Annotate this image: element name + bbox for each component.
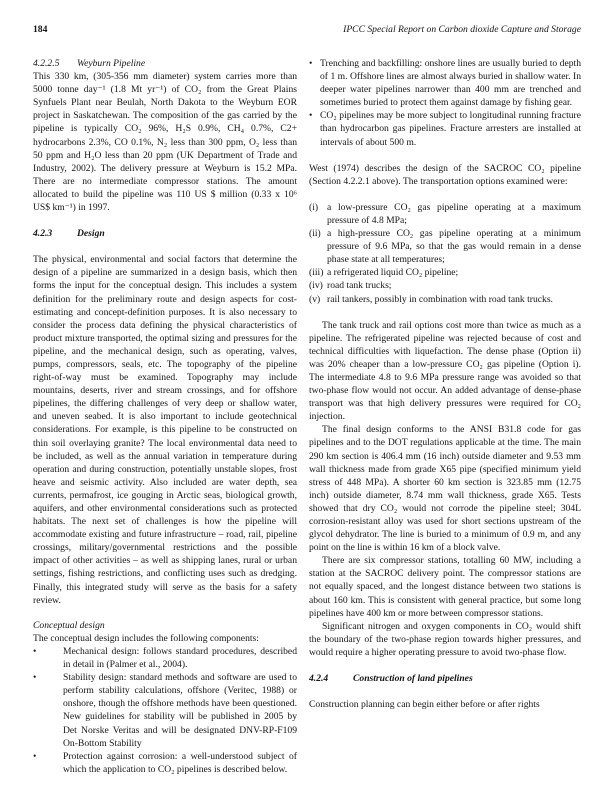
list-item: [309, 201, 581, 227]
right-column: [309, 57, 581, 776]
page-number: 184: [33, 24, 48, 35]
list-item: [33, 645, 297, 671]
option-text-road-tank-trucks: road tank trucks;: [327, 280, 392, 292]
list-item: [309, 279, 581, 292]
spacer: [309, 659, 581, 672]
section-title: Weyburn Pipeline: [77, 58, 146, 69]
heading-conceptual-design: Conceptual design: [33, 619, 105, 631]
paragraph-weyburn: This 330 km, (305-356 mm diameter) system carries more than 5000 tonne day⁻¹ (1.8 Mt yr⁻¹) of CO₂ from the Great Plains Synfuels Plant near Beulah, North Dakota to the Weyburn EOR project in Saskatchewan. The composition of the gas carried by the pipeline is typically CO₂ 96%, H₂S 0.9%, CH₄ 0.7%, C2+ hydrocarbons 2.3%, CO 0.1%, N₂ less than 300 ppm, O₂ less than 50 ppm and H₂O less than 20 ppm (UK Department of Trade and Industry, 2002). The delivery pressure at Weyburn is 15.2 MPa. There are no intermediate compressor stations. The amount allocated to build the pipeline was 110 US $ million (0.33 x 10⁶ US$ km⁻¹) in 1997.: [33, 71, 297, 214]
list-item: [309, 57, 581, 109]
paragraph-final-design: The final design conforms to the ANSI B31.8 code for gas pipelines and to the DOT regulations applicable at the time. The main 290 km section is 406.4 mm (16 inch) outside diameter and 9.53 mm wall thickness made from grade X65 pipe (specified minimum yield stress of 448 MPa). A shorter 60 km section is 323.85 mm (12.75 inch) outside diameter, 8.74 mm wall thickness, grade X65. Tests showed that dry CO₂ would not corrode the pipeline steel; 304L corrosion-resistant alloy was used for short sections upstream of the glycol dehydrator. The line is buried to a minimum of 0.9 m, and any point on the line is within 16 km of a block valve.: [309, 424, 581, 554]
heading-construction-land-pipelines: [309, 672, 581, 685]
bullet-marker: •: [33, 645, 37, 657]
bullet-text-corrosion-protection: Protection against corrosion: a well-understood subject of which the application to CO₂ pipelines is described below.: [63, 750, 297, 775]
spacer: [309, 685, 581, 698]
spacer: [309, 149, 581, 162]
spacer: [33, 607, 297, 619]
roman-numeral-marker: (v): [309, 293, 321, 305]
running-title: IPCC Special Report on Carbon dioxide Capture and Storage: [343, 24, 581, 35]
paragraph-sacroc-intro: West (1974) describes the design of the SACROC CO₂ pipeline (Section 4.2.2.1 above). The transportation options examined were:: [309, 162, 581, 187]
paragraph-conceptual-intro: The conceptual design includes the following components:: [33, 632, 259, 644]
roman-numeral-marker: (ii): [309, 228, 321, 240]
option-text-refrigerated: a refrigerated liquid CO₂ pipeline;: [327, 267, 459, 279]
bullet-marker: •: [309, 110, 313, 122]
list-item: [309, 227, 581, 266]
two-column-body: [33, 57, 581, 776]
bullet-text-fracture: CO₂ pipelines may be more subject to longitudinal running fracture than hydrocarbon gas pipelines. Fracture arresters are installed at intervals of about 500 m.: [320, 110, 581, 148]
option-text-high-pressure: a high-pressure CO₂ gas pipeline operating at a minimum pressure of 9.6 MPa, so that the gas would remain in a dense phase state at all temperatures;: [327, 228, 581, 266]
section-number: 4.2.3: [33, 228, 53, 240]
paragraph-cost-comparison: The tank truck and rail options cost more than twice as much as a pipeline. The refrigerated pipeline was rejected because of cost and technical difficulties with liquefaction. The dense phase (Option ii) was 20% cheaper than a low-pressure CO₂ gas pipeline (Option i). The intermediate 4.8 to 9.6 MPa pressure range was avoided so that two-phase flow would not occur. An added advantage of dense-phase transport was that high delivery pressures were required for CO₂ injection.: [309, 319, 581, 423]
bullet-text-trenching: Trenching and backfilling: onshore lines are usually buried to depth of 1 m. Offshore lines are almost always buried in shallow water. In deeper water pipelines narrower than 400 mm are trenched and sometimes buried to protect them against damage by fishing gear.: [320, 58, 581, 109]
section-title: Construction of land pipelines: [353, 673, 473, 685]
list-item: [33, 671, 297, 750]
heading-weyburn-pipeline: [33, 57, 297, 70]
list-item: [33, 750, 297, 776]
paragraph-construction-planning: Construction planning can begin either before or after rights: [309, 699, 540, 711]
spacer: [309, 306, 581, 319]
spacer: [309, 188, 581, 201]
list-item: [309, 293, 581, 306]
spacer: [33, 214, 297, 227]
page-header: [33, 24, 581, 35]
bullet-marker: •: [33, 672, 37, 684]
section-number: 4.2.4: [309, 673, 329, 685]
spacer: [33, 240, 297, 253]
roman-numeral-marker: (i): [309, 201, 319, 213]
option-text-low-pressure: a low-pressure CO₂ gas pipeline operating at a maximum pressure of 4.8 MPa;: [327, 201, 581, 226]
paragraph-compressor-stations: There are six compressor stations, totalling 60 MW, including a station at the SACROC delivery point. The compressor stations are not equally spaced, and the longest distance between two stations is about 160 km. This is consistent with general practice, but some long pipelines have 400 km or more between compressor stations.: [309, 555, 581, 619]
list-item: [309, 266, 581, 279]
heading-design: [33, 227, 297, 240]
section-number: 4.2.2.5: [33, 58, 60, 69]
roman-numeral-marker: (iv): [309, 280, 323, 292]
paragraph-design-basis: The physical, environmental and social factors that determine the design of a pipeline are summarized in a design basis, which then forms the input for the conceptual design. This includes a system definition for the preliminary route and design aspects for cost-estimating and concept-definition purposes. It is also necessary to consider the process data defining the physical characteristics of product mixture transported, the optimal sizing and pressures for the pipeline, and the mechanical design, such as operating, valves, pumps, compressors, seals, etc. The topography of the pipeline right-of-way must be examined. Topography may include mountains, deserts, river and stream crossings, and for offshore pipelines, the differing challenges of very deep or shallow water, and uneven seabed. It is also important to include geotechnical considerations. For example, is this pipeline to be constructed on thin soil overlaying granite? The local environmental data need to be included, as well as the annual variation in temperature during operation and during construction, potentially unstable slopes, frost heave and seismic activity. Also included are water depth, sea currents, permafrost, ice gouging in Arctic seas, biological growth, aquifers, and other environmental considerations such as protected habitats. The next set of challenges is how the pipeline will accommodate existing and future infrastructure – road, rail, pipeline crossings, military/governmental restrictions and the possible impact of other activities – as well as shipping lanes, rural or urban settings, fishing restrictions, and conflicting uses such as dredging. Finally, this integrated study will serve as the basis for a safety review.: [33, 254, 297, 606]
bullet-text-mechanical-design: Mechanical design: follows standard procedures, described in detail in (Palmer et al., 2004).: [63, 645, 297, 671]
option-text-rail-tankers: rail tankers, possibly in combination with road tank trucks.: [327, 293, 553, 305]
bullet-marker: •: [309, 58, 313, 69]
bullet-text-stability-design: Stability design: standard methods and software are used to perform stability calculations, offshore (Veritec, 1988) or onshore, though the offshore methods have been questioned. New guidelines for stability will be published in 2005 by Det Norske Veritas and will be designated DNV-RP-F109 On-Bottom Stability: [63, 672, 297, 749]
roman-numeral-marker: (iii): [309, 267, 324, 279]
list-item: [309, 109, 581, 148]
section-title: Design: [77, 228, 105, 240]
paragraph-nitrogen-oxygen: Significant nitrogen and oxygen components in CO₂ would shift the boundary of the two-phase region towards higher pressures, and would require a higher operating pressure to avoid two-phase flow.: [309, 620, 581, 658]
left-column: [33, 57, 297, 776]
bullet-marker: •: [33, 750, 37, 762]
